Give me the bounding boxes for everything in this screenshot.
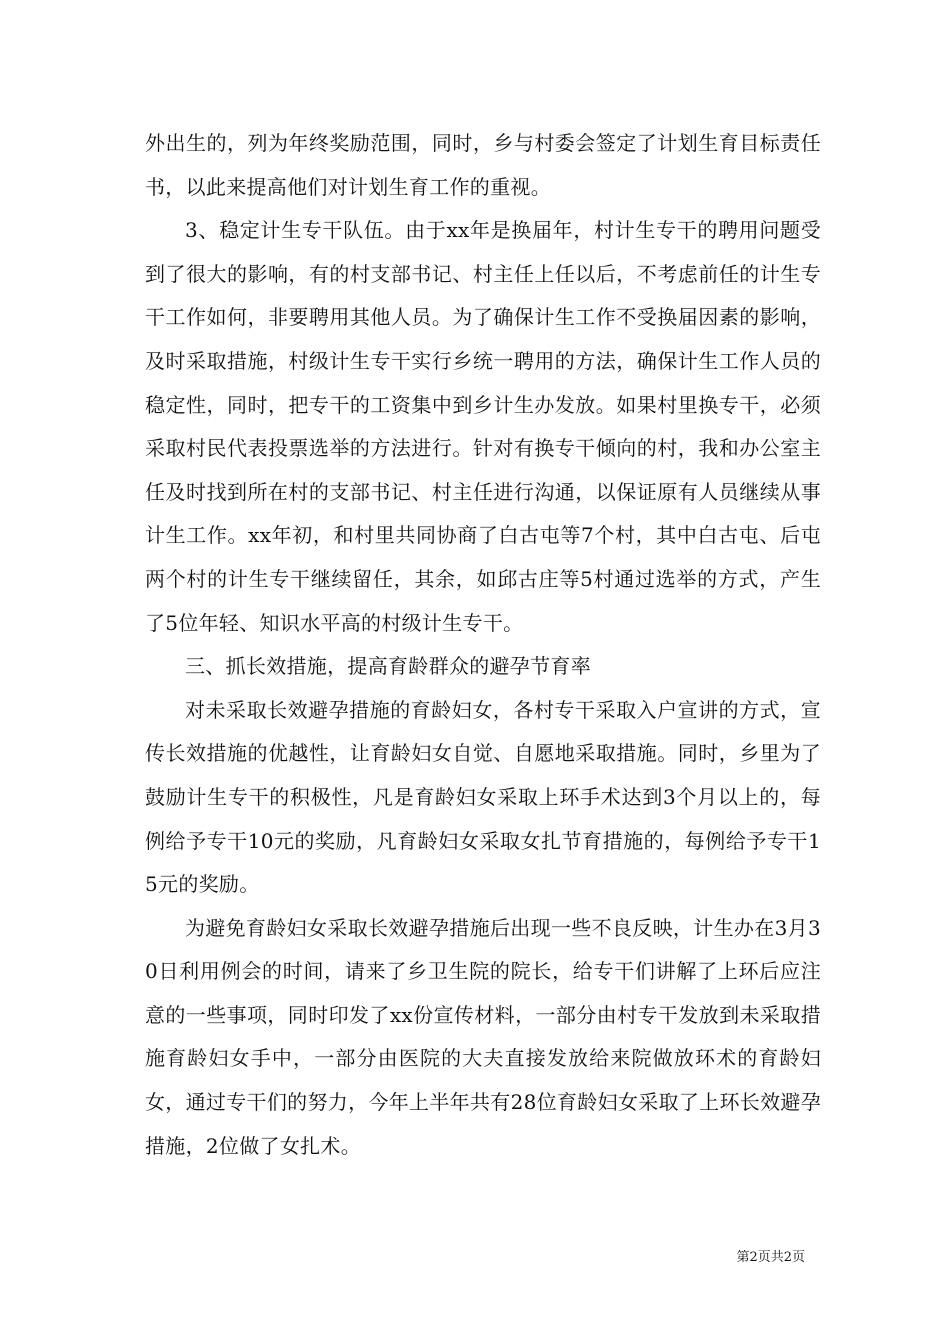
paragraph-incentives: 对未采取长效避孕措施的育龄妇女，各村专干采取入户宣讲的方式，宣传长效措施的优越性，让育龄妇女自觉、自愿地采取措施。同时，乡里为了鼓励计生专干的积极性，凡是育龄妇女采取上环手术达到3个月以上的，每例给予专干10元的奖励，凡育龄妇女采取女扎节育措施的，每例给予专干15元的奖励。 [145, 697, 821, 897]
paragraph-training: 为避免育龄妇女采取长效避孕措施后出现一些不良反映，计生办在3月30日利用例会的时间，请来了乡卫生院的院长，给专干们讲解了上环后应注意的一些事项，同时印发了xx份宣传材料，一部分由村专干发放到未采取措施育龄妇女手中，一部分由医院的大夫直接发放给来院做放环术的育龄妇女，通过专干们的努力，今年上半年共有28位育龄妇女采取了上环长效避孕措施，2位做了女扎术。 [145, 915, 821, 1158]
page-number: 第2页共2页 [736, 1250, 805, 1265]
document-body [145, 122, 821, 1168]
paragraph-continuation: 外出生的，列为年终奖励范围，同时，乡与村委会签定了计划生育目标责任书，以此来提高他们对计划生育工作的重视。 [145, 131, 821, 199]
section-heading-long-term-measures: 三、抓长效措施，提高育龄群众的避孕节育率 [185, 654, 591, 679]
paragraph-stable-staff: 3、稳定计生专干队伍。由于xx年是换届年，村计生专干的聘用问题受到了很大的影响，有的村支部书记、村主任上任以后，不考虑前任的计生专干工作如何，非要聘用其他人员。为了确保计生工作不受换届因素的影响，及时采取措施，村级计生专干实行乡统一聘用的方法，确保计生工作人员的稳定性，同时，把专干的工资集中到乡计生办发放。如果村里换专干，必须采取村民代表投票选举的方法进行。针对有换专干倾向的村，我和办公室主任及时找到所在村的支部书记、村主任进行沟通，以保证原有人员继续从事计生工作。xx年初，和村里共同协商了白古屯等7个村，其中白古屯、后屯两个村的计生专干继续留任，其余，如邱古庄等5村通过选举的方式，产生了5位年轻、知识水平高的村级计生专干。 [145, 218, 821, 635]
